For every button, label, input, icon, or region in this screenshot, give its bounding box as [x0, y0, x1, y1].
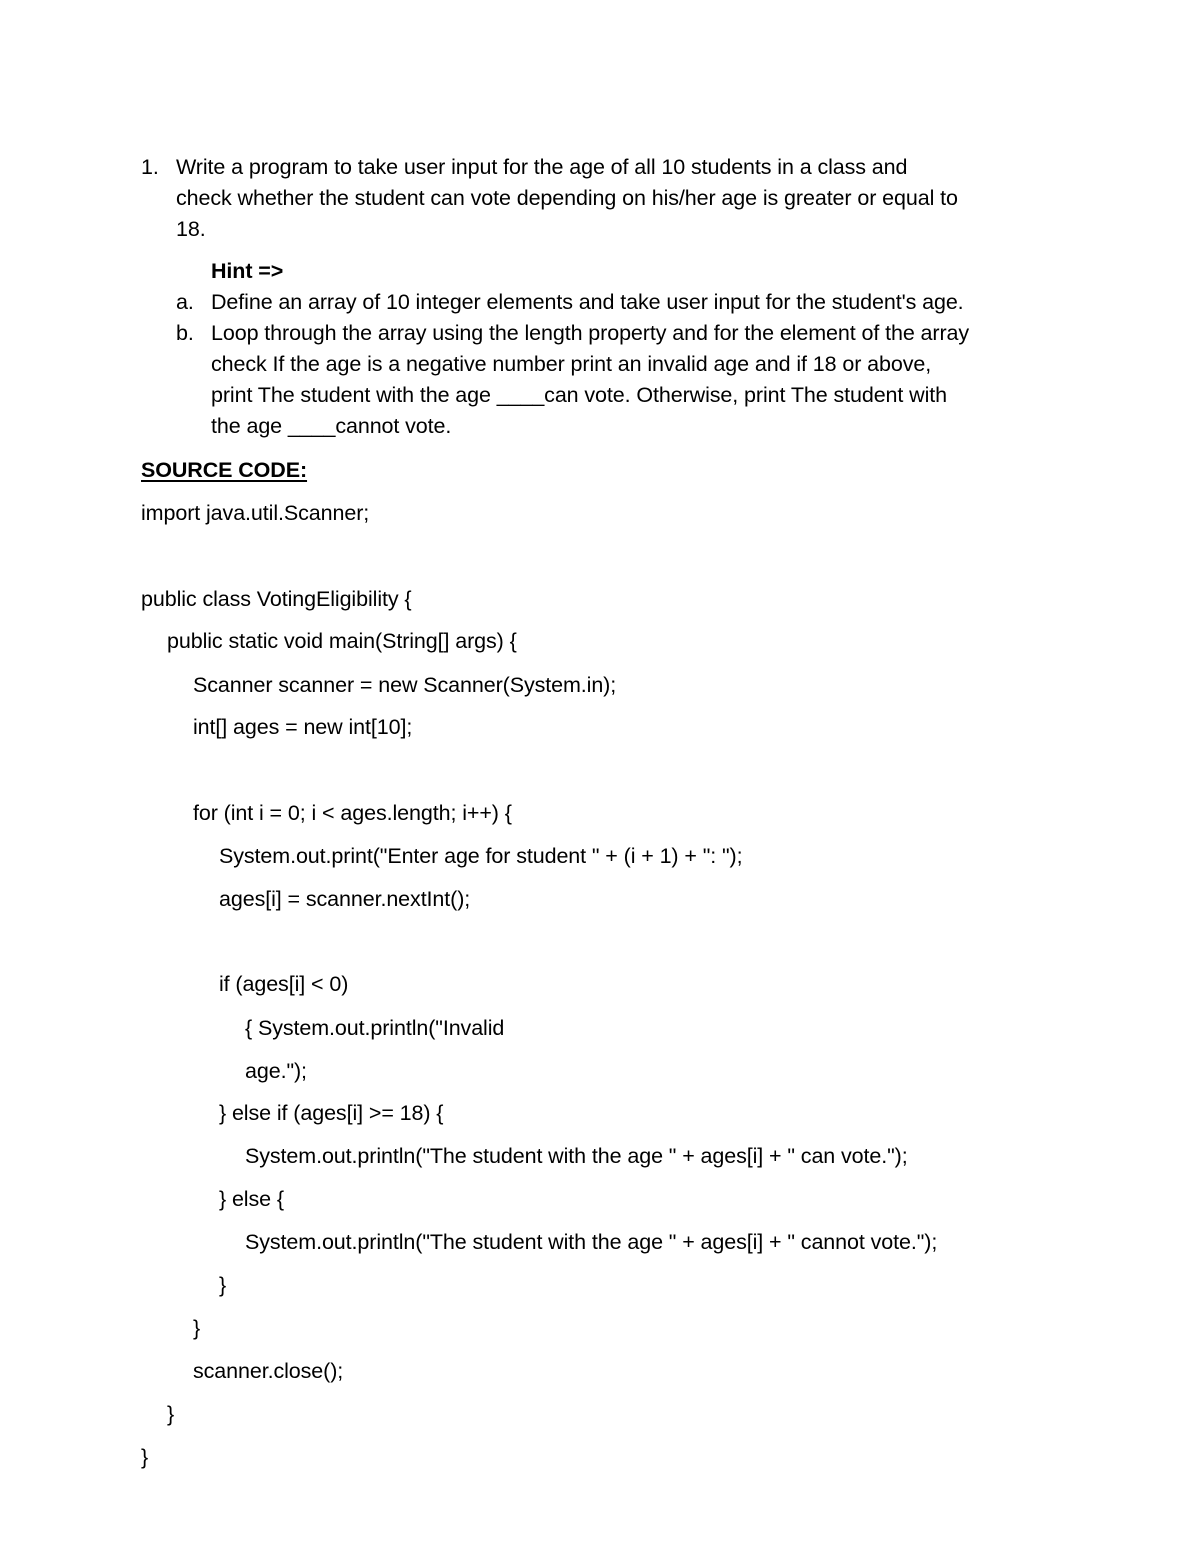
hint-b-marker: b. [176, 321, 194, 345]
hint-b-line-4: the age ____cannot vote. [211, 414, 452, 438]
code-line: import java.util.Scanner; [141, 501, 370, 525]
hint-b-line-2: check If the age is a negative number print an invalid age and if 18 or above, [211, 352, 932, 376]
question-line-2: check whether the student can vote depending on his/her age is greater or equal to [176, 186, 958, 210]
hint-a-line-1: Define an array of 10 integer elements and take user input for the student's age. [211, 290, 964, 314]
code-line: public static void main(String[] args) { [167, 629, 517, 653]
code-line: System.out.print("Enter age for student " + (i + 1) + ": "); [219, 844, 743, 868]
code-line: { System.out.println("Invalid [245, 1016, 505, 1040]
code-line: if (ages[i] < 0) [219, 972, 349, 996]
code-line: age."); [245, 1059, 307, 1083]
code-line: } else if (ages[i] >= 18) { [219, 1101, 444, 1125]
code-line: } [167, 1402, 175, 1426]
hint-a-marker: a. [176, 290, 194, 314]
code-line: } else { [219, 1187, 284, 1211]
source-code-heading: SOURCE CODE: [141, 458, 308, 482]
code-line: int[] ages = new int[10]; [193, 715, 413, 739]
code-line: public class VotingEligibility { [141, 587, 412, 611]
code-line: } [193, 1316, 201, 1340]
question-line-1: Write a program to take user input for the age of all 10 students in a class and [176, 155, 908, 179]
code-line: ages[i] = scanner.nextInt(); [219, 887, 471, 911]
code-line: System.out.println("The student with the age " + ages[i] + " can vote."); [245, 1144, 908, 1168]
hint-b-line-1: Loop through the array using the length property and for the element of the array [211, 321, 970, 345]
code-line: } [219, 1273, 227, 1297]
code-line: scanner.close(); [193, 1359, 344, 1383]
code-line: } [141, 1445, 149, 1469]
question-number: 1. [141, 155, 159, 179]
hint-b-line-3: print The student with the age ____can vote. Otherwise, print The student with [211, 383, 947, 407]
code-line: Scanner scanner = new Scanner(System.in); [193, 673, 617, 697]
code-line: System.out.println("The student with the age " + ages[i] + " cannot vote."); [245, 1230, 938, 1254]
question-line-3: 18. [176, 217, 206, 241]
code-line: for (int i = 0; i < ages.length; i++) { [193, 801, 512, 825]
hint-heading: Hint => [211, 259, 284, 283]
